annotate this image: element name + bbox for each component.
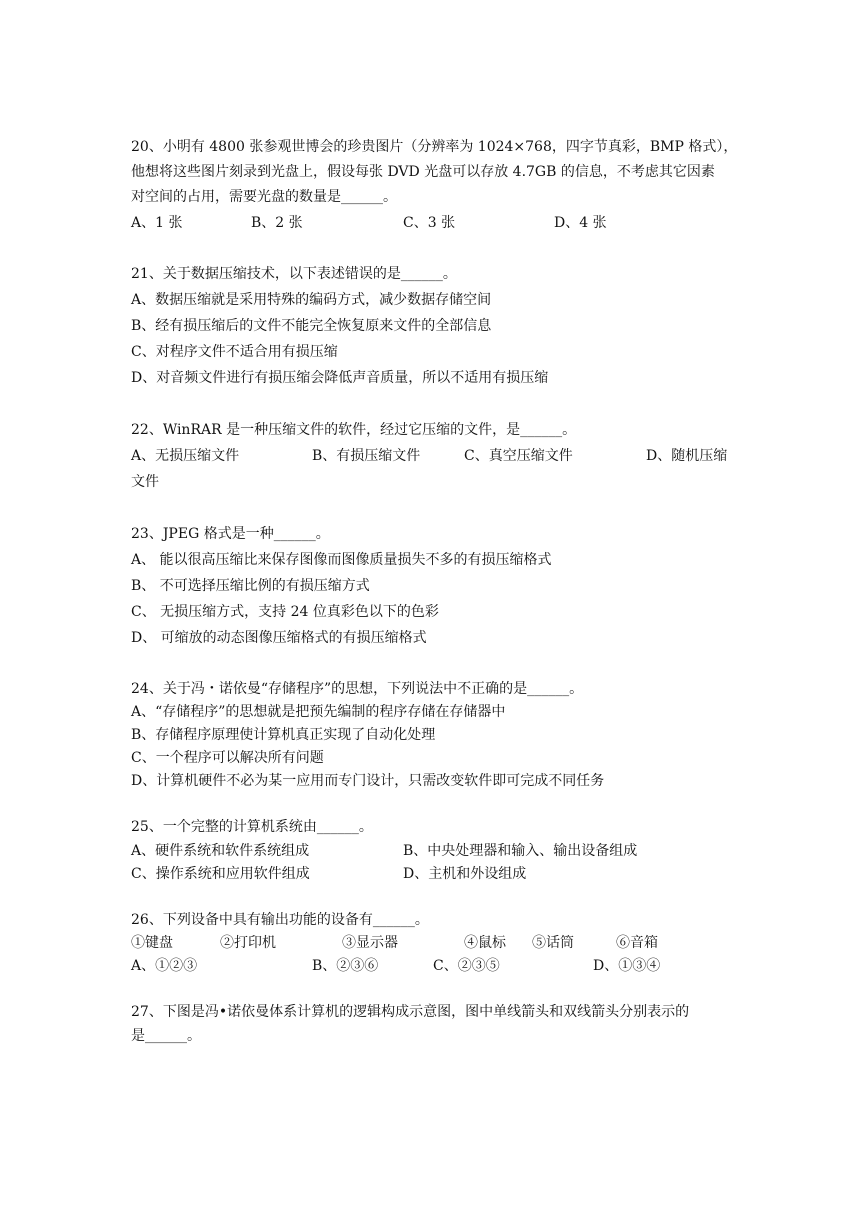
question-26-item-1: ①键盘: [131, 935, 173, 951]
question-22-option-c: C、真空压缩文件: [464, 448, 573, 464]
question-20-stem-line-1: 20、小明有 4800 张参观世博会的珍贵图片（分辨率为 1024×768，四字节真彩，BMP 格式），: [131, 139, 738, 155]
question-21-option-a: A、数据压缩就是采用特殊的编码方式，减少数据存储空间: [131, 292, 492, 308]
question-25-option-a: A、硬件系统和软件系统组成: [131, 843, 310, 859]
question-24-option-c: C、一个程序可以解决所有问题: [131, 750, 324, 766]
question-23-option-d: D、 可缩放的动态图像压缩格式的有损压缩格式: [131, 630, 427, 646]
question-26-item-5: ⑤话筒: [532, 935, 574, 951]
question-26-item-2: ②打印机: [220, 935, 276, 951]
question-20-option-a: A、1 张: [131, 215, 183, 231]
question-24-stem: 24、关于冯・诺依曼“存储程序”的思想，下列说法中不正确的是______。: [131, 681, 584, 697]
question-21-option-d: D、对音频文件进行有损压缩会降低声音质量，所以不适用有损压缩: [131, 370, 549, 386]
question-26-stem: 26、下列设备中具有输出功能的设备有______。: [131, 912, 429, 928]
question-20-option-d: D、4 张: [554, 215, 607, 231]
question-24-option-a: A、“存储程序”的思想就是把预先编制的程序存储在存储器中: [131, 704, 506, 720]
question-20-stem-line-3: 对空间的占用，需要光盘的数量是______。: [131, 189, 397, 205]
question-22-option-d: D、随机压缩: [646, 448, 728, 464]
question-27-stem-line-2: 是______。: [131, 1028, 201, 1044]
question-21-stem: 21、关于数据压缩技术，以下表述错误的是______。: [131, 266, 457, 282]
question-25-option-c: C、操作系统和应用软件组成: [131, 866, 310, 882]
question-22-option-a: A、无损压缩文件: [131, 448, 240, 464]
question-23-option-a: A、 能以很高压缩比来保存图像而图像质量损失不多的有损压缩格式: [131, 552, 552, 568]
question-21-option-c: C、对程序文件不适合用有损压缩: [131, 344, 338, 360]
question-22-option-d-wrap: 文件: [131, 474, 159, 490]
question-27-stem-line-1: 27、下图是冯•诺依曼体系计算机的逻辑构成示意图，图中单线箭头和双线箭头分别表示的: [131, 1004, 690, 1020]
question-25-stem: 25、一个完整的计算机系统由______。: [131, 819, 373, 835]
question-21-option-b: B、经有损压缩后的文件不能完全恢复原来文件的全部信息: [131, 318, 492, 334]
question-25-option-b: B、中央处理器和输入、输出设备组成: [403, 843, 638, 859]
question-26-option-a: A、①②③: [131, 958, 198, 974]
question-23-option-b: B、 不可选择压缩比例的有损压缩方式: [131, 578, 370, 594]
question-26-item-3: ③显示器: [342, 935, 398, 951]
question-26-item-6: ⑥音箱: [616, 935, 658, 951]
question-24-option-d: D、计算机硬件不必为某一应用而专门设计，只需改变软件即可完成不同任务: [131, 773, 605, 789]
question-22-stem: 22、WinRAR 是一种压缩文件的软件，经过它压缩的文件，是______。: [131, 422, 577, 438]
question-25-option-d: D、主机和外设组成: [403, 866, 527, 882]
question-22-option-b: B、有损压缩文件: [312, 448, 421, 464]
question-23-stem: 23、JPEG 格式是一种______。: [131, 526, 330, 542]
question-26-item-4: ④鼠标: [464, 935, 506, 951]
question-24-option-b: B、存储程序原理使计算机真正实现了自动化处理: [131, 727, 436, 743]
question-26-option-b: B、②③⑥: [312, 958, 379, 974]
question-20-option-b: B、2 张: [251, 215, 303, 231]
question-20-stem-line-2: 他想将这些图片刻录到光盘上，假设每张 DVD 光盘可以存放 4.7GB 的信息，不考虑其它因素: [131, 164, 715, 180]
question-20-option-c: C、3 张: [403, 215, 456, 231]
question-26-option-c: C、②③⑤: [433, 958, 500, 974]
question-26-option-d: D、①③④: [593, 958, 661, 974]
question-23-option-c: C、 无损压缩方式，支持 24 位真彩色以下的色彩: [131, 604, 439, 620]
